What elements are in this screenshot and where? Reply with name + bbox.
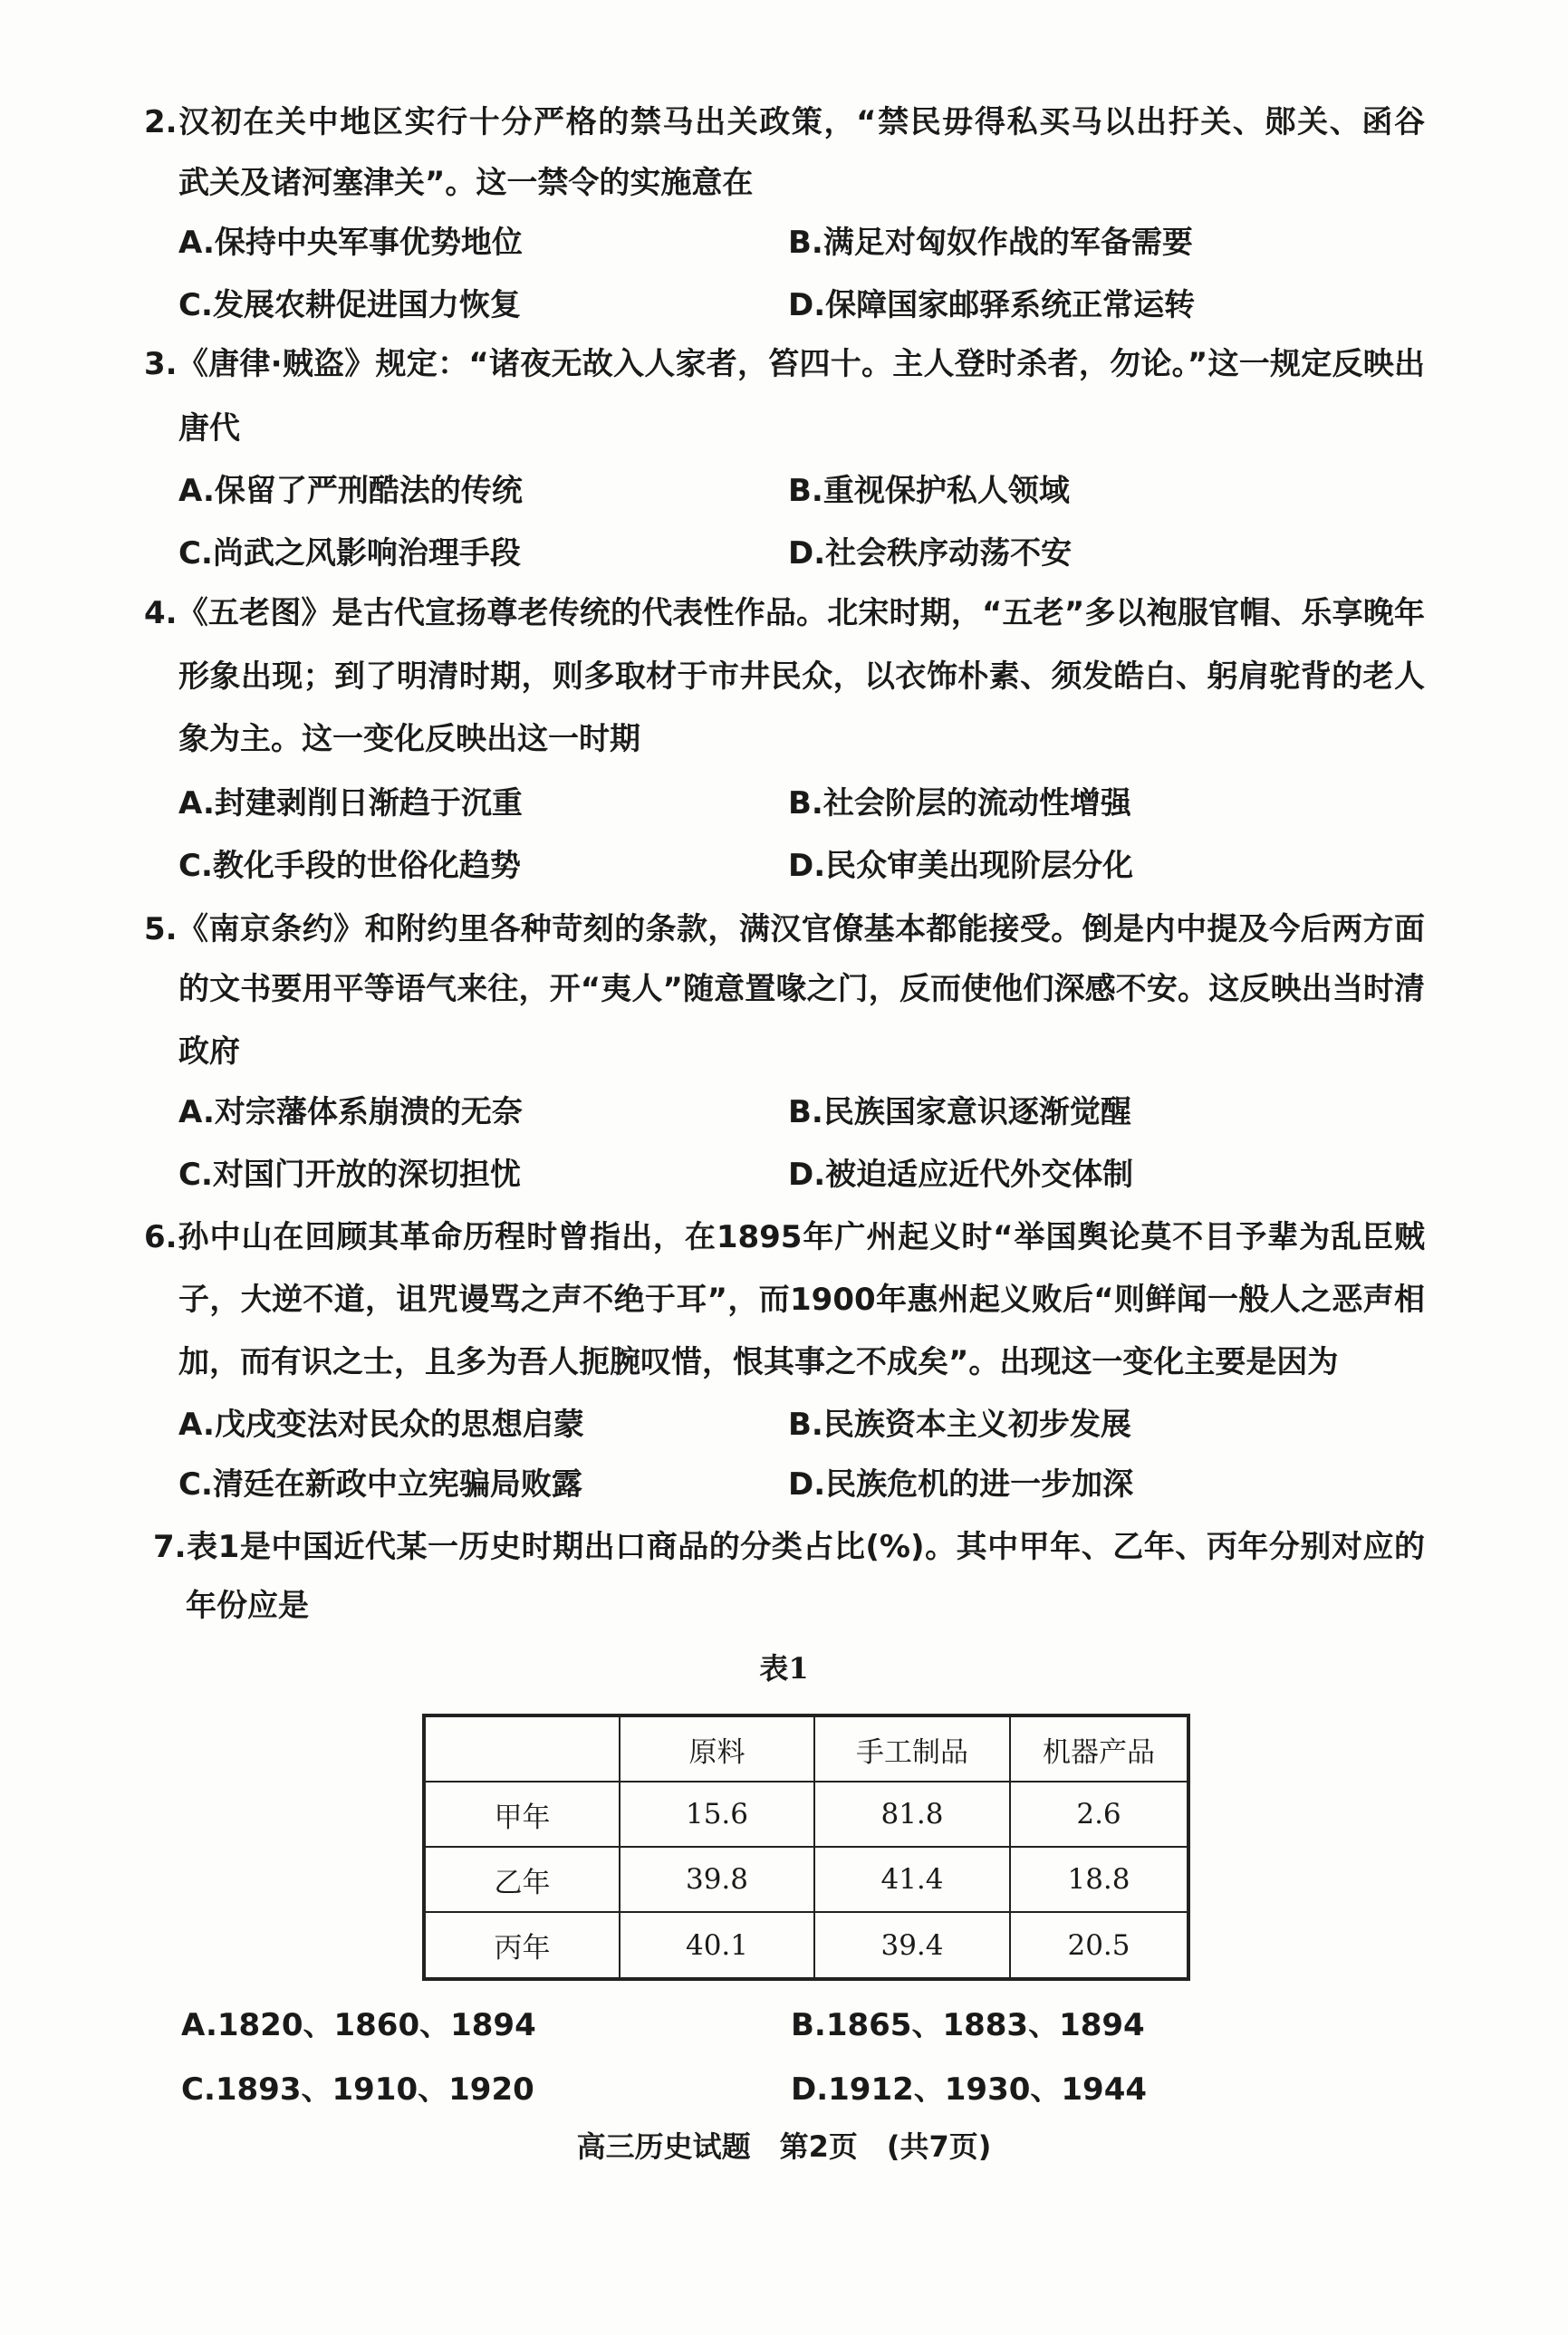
question-5-line-1: 5.《南京条约》和附约里各种苛刻的条款，满汉官僚基本都能接受。倒是内中提及今后两方面 — [144, 911, 1425, 947]
question-7-line-2: 年份应是 — [186, 1588, 309, 1624]
question-5-option-d: D.被迫适应近代外交体制 — [788, 1157, 1134, 1193]
question-4-option-a: A.封建剥削日渐趋于沉重 — [178, 785, 523, 822]
question-3-option-d: D.社会秩序动荡不安 — [788, 535, 1073, 572]
question-3-line-1: 3.《唐律·贼盗》规定：“诸夜无故入人家者，笞四十。主人登时杀者，勿论。”这一规定反映出 — [144, 346, 1425, 382]
table-row — [424, 1782, 1188, 1847]
question-5-option-b: B.民族国家意识逐渐觉醒 — [788, 1094, 1131, 1130]
question-3-option-a: A.保留了严刑酷法的传统 — [178, 473, 523, 509]
question-6-line-3: 加，而有识之士，且多为吾人扼腕叹惜，恨其事之不成矣”。出现这一变化主要是因为 — [178, 1344, 1339, 1380]
question-2-option-b: B.满足对匈奴作战的军备需要 — [788, 225, 1193, 261]
question-7-option-d: D.1912、1930、1944 — [791, 2071, 1148, 2108]
question-7-line-1: 7.表1是中国近代某一历史时期出口商品的分类占比(%)。其中甲年、乙年、丙年分别对应的 — [153, 1529, 1425, 1565]
table-row — [424, 1847, 1188, 1912]
question-6-line-2: 子，大逆不道，诅咒谩骂之声不绝于耳”，而1900年惠州起义败后“则鲜闻一般人之恶声相 — [178, 1282, 1425, 1318]
table-cell: 40.1 — [620, 1912, 814, 1979]
question-2-option-c: C.发展农耕促进国力恢复 — [178, 287, 521, 323]
question-2-option-d: D.保障国家邮驿系统正常运转 — [788, 287, 1196, 323]
question-3-option-c: C.尚武之风影响治理手段 — [178, 535, 521, 572]
table-cell: 18.8 — [1010, 1847, 1188, 1912]
table-cell: 81.8 — [814, 1782, 1010, 1847]
table-header-cell: 原料 — [620, 1715, 814, 1782]
question-2-line-2: 武关及诸河塞津关”。这一禁令的实施意在 — [178, 165, 754, 201]
table-row — [424, 1912, 1188, 1979]
question-3-option-b: B.重视保护私人领域 — [788, 473, 1070, 509]
table-cell: 甲年 — [424, 1782, 620, 1847]
question-4-option-d: D.民众审美出现阶层分化 — [788, 848, 1134, 884]
question-6-line-1: 6.孙中山在回顾其革命历程时曾指出，在1895年广州起义时“举国舆论莫不目予辈为乱臣贼 — [144, 1219, 1425, 1255]
question-2-option-a: A.保持中央军事优势地位 — [178, 225, 523, 261]
question-5-option-a: A.对宗藩体系崩溃的无奈 — [178, 1094, 523, 1130]
table-header-cell — [424, 1715, 620, 1782]
table-header-row — [424, 1715, 1188, 1782]
question-4-option-b: B.社会阶层的流动性增强 — [788, 785, 1131, 822]
question-6-option-a: A.戊戌变法对民众的思想启蒙 — [178, 1407, 584, 1443]
question-7-option-b: B.1865、1883、1894 — [791, 2007, 1145, 2043]
question-4-option-c: C.教化手段的世俗化趋势 — [178, 848, 521, 884]
question-5-option-c: C.对国门开放的深切担忧 — [178, 1157, 521, 1193]
table-cell: 丙年 — [424, 1912, 620, 1979]
table-cell: 39.8 — [620, 1847, 814, 1912]
table-cell: 15.6 — [620, 1782, 814, 1847]
question-5-line-2: 的文书要用平等语气来往，开“夷人”随意置喙之门，反而使他们深感不安。这反映出当时清 — [178, 971, 1425, 1007]
question-6-option-b: B.民族资本主义初步发展 — [788, 1407, 1131, 1443]
table-cell: 39.4 — [814, 1912, 1010, 1979]
table-cell: 乙年 — [424, 1847, 620, 1912]
question-6-option-c: C.清廷在新政中立宪骗局败露 — [178, 1466, 582, 1503]
question-3-line-2: 唐代 — [178, 410, 240, 447]
table-caption: 表1 — [759, 1651, 809, 1686]
question-6-option-d: D.民族危机的进一步加深 — [788, 1466, 1134, 1503]
question-5-line-3: 政府 — [178, 1033, 240, 1070]
question-7-option-a: A.1820、1860、1894 — [181, 2007, 536, 2043]
question-2-line-1: 2.汉初在关中地区实行十分严格的禁马出关政策，“禁民毋得私买马以出扜关、郧关、函谷 — [144, 104, 1425, 140]
export-share-table — [422, 1714, 1190, 1981]
question-4-line-2: 形象出现；到了明清时期，则多取材于市井民众，以衣饰朴素、须发皓白、躬肩驼背的老人 — [178, 658, 1425, 695]
table-cell: 20.5 — [1010, 1912, 1188, 1979]
page-footer: 高三历史试题 第2页 (共7页) — [576, 2129, 992, 2164]
table-header-cell: 机器产品 — [1010, 1715, 1188, 1782]
table-cell: 2.6 — [1010, 1782, 1188, 1847]
question-4-line-1: 4.《五老图》是古代宣扬尊老传统的代表性作品。北宋时期，“五老”多以袍服官帽、乐享晚年 — [144, 595, 1425, 631]
table-header-cell: 手工制品 — [814, 1715, 1010, 1782]
table-cell: 41.4 — [814, 1847, 1010, 1912]
question-7-option-c: C.1893、1910、1920 — [181, 2071, 534, 2108]
question-4-line-3: 象为主。这一变化反映出这一时期 — [178, 721, 640, 757]
